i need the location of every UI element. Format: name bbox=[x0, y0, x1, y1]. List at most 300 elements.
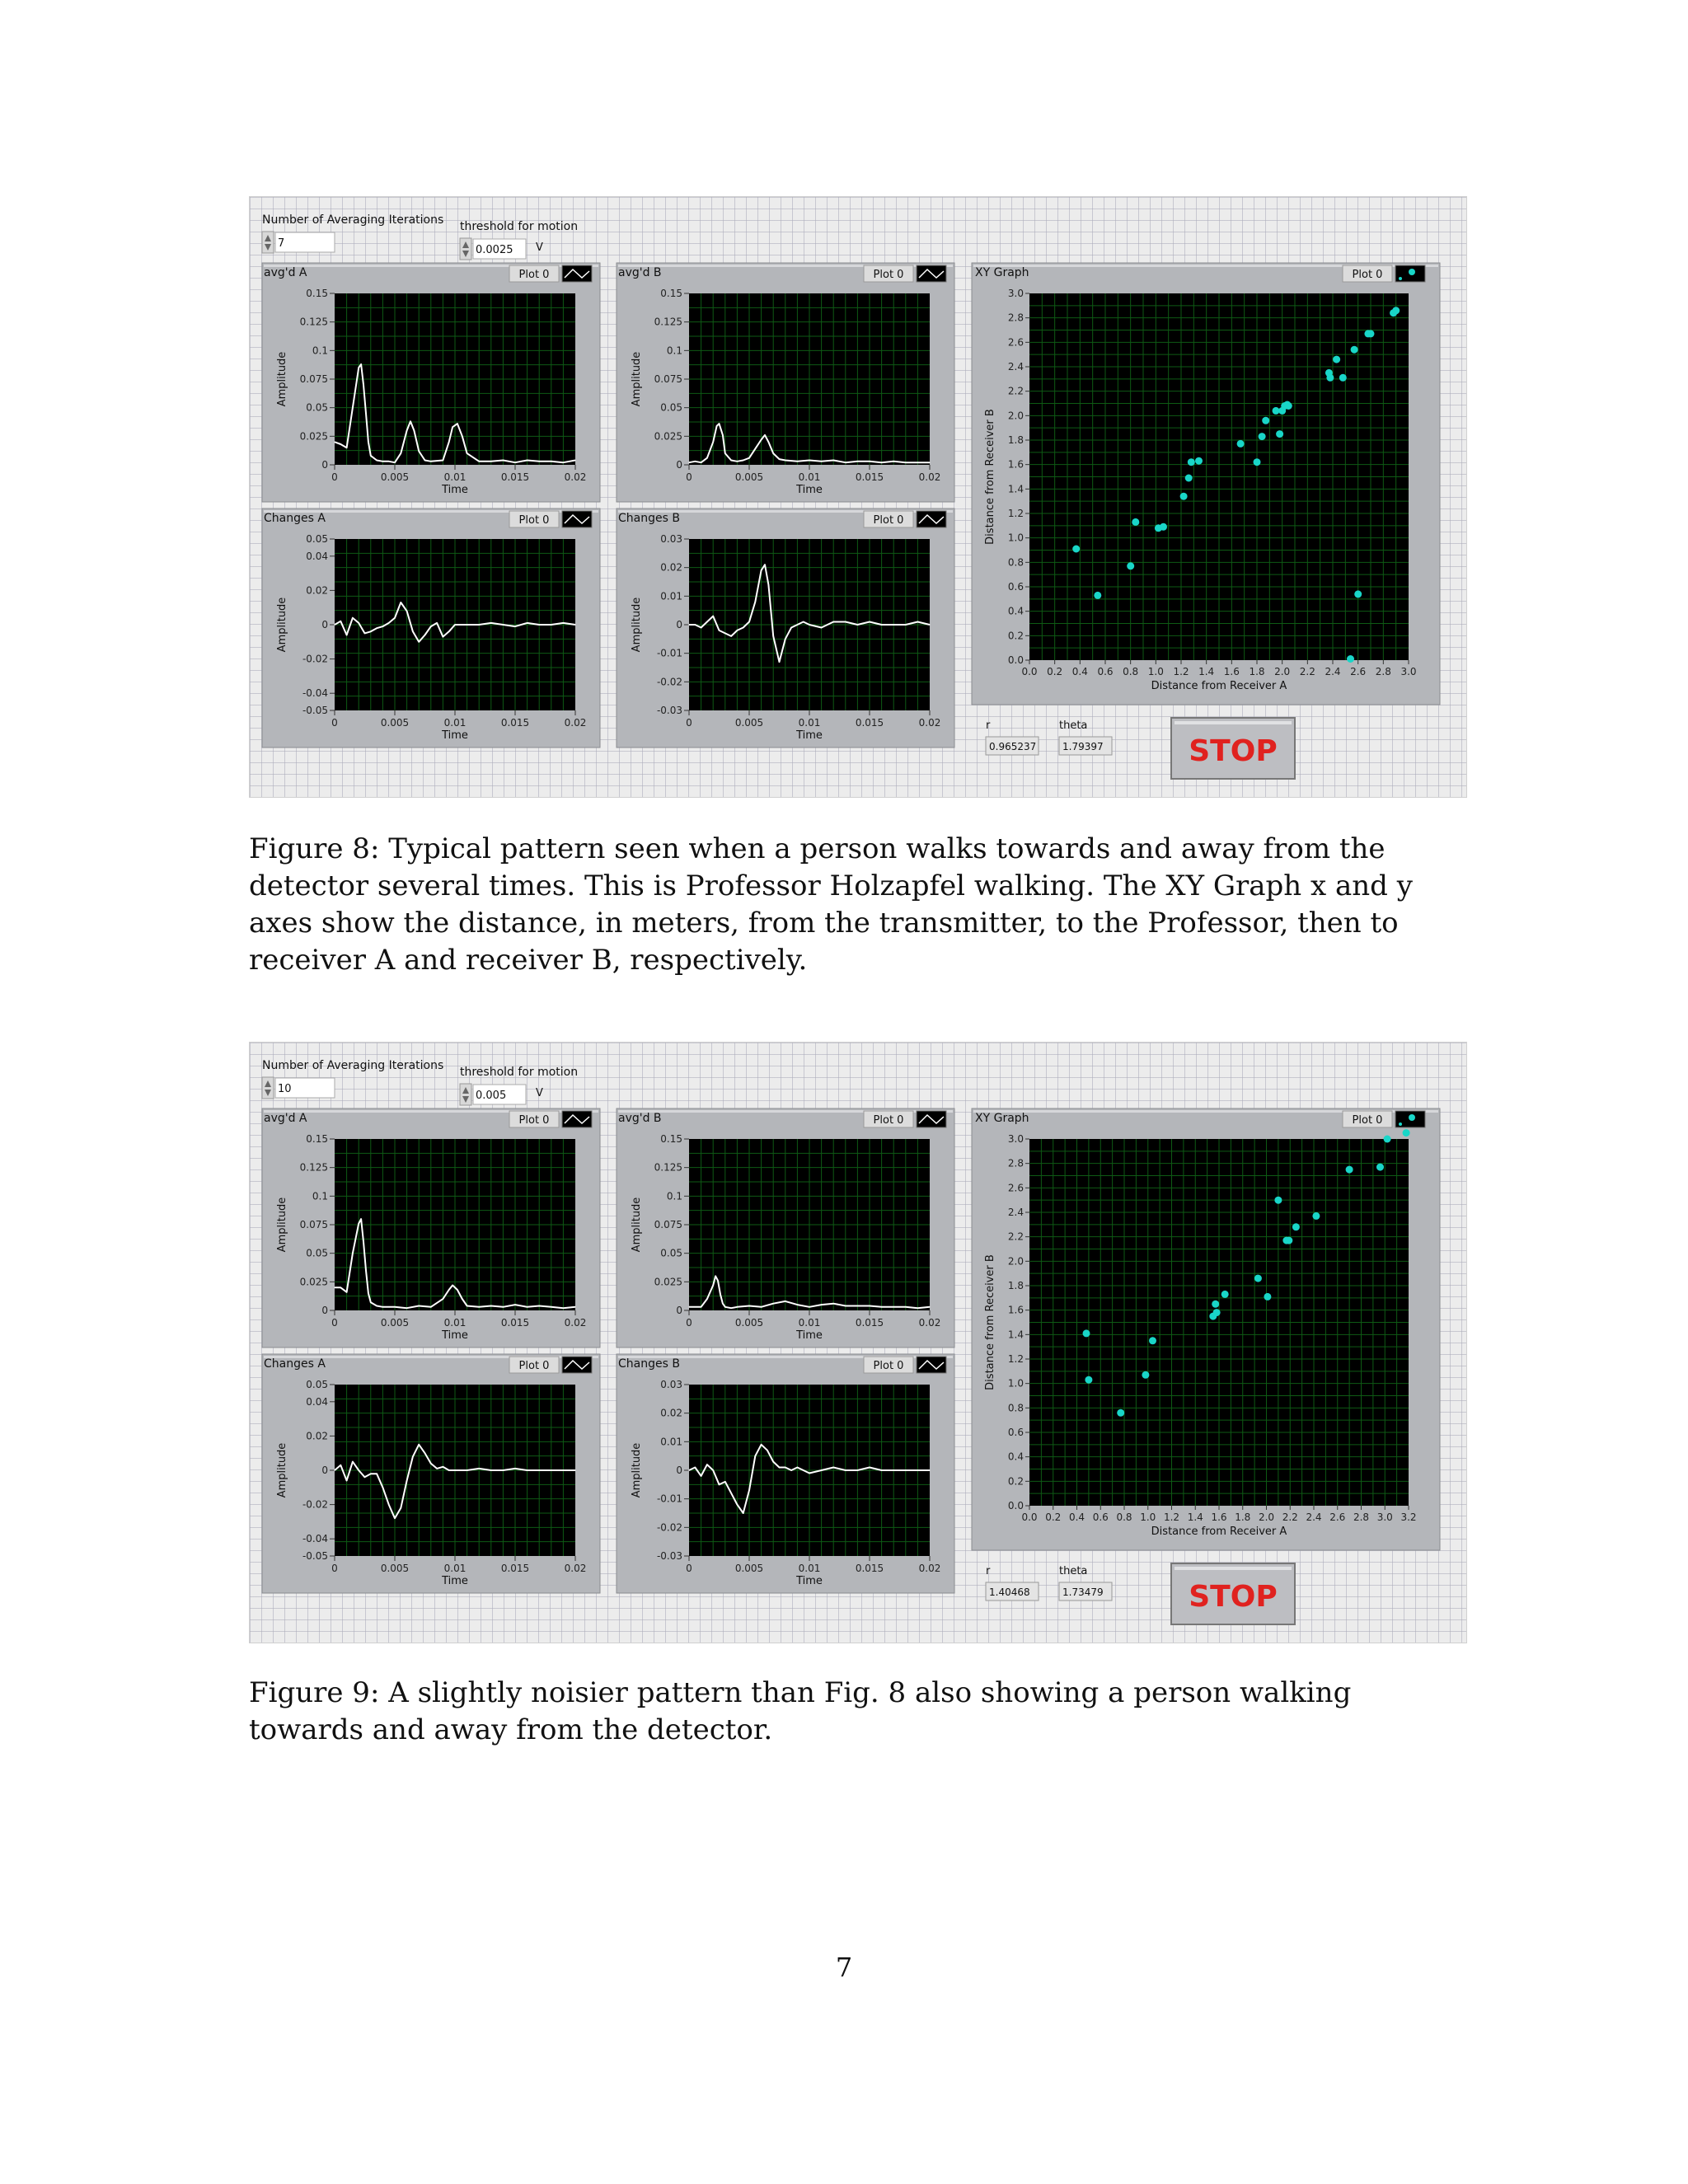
plot-legend-label: Plot 0 bbox=[1352, 269, 1383, 281]
stop-button-label: STOP bbox=[1189, 1580, 1278, 1614]
threshold-motion-label: threshold for motion bbox=[460, 1066, 579, 1079]
y-tick-label: 2.2 bbox=[1007, 1230, 1024, 1243]
x-tick-label: 0.005 bbox=[380, 1563, 410, 1574]
trace-sample-point bbox=[479, 1468, 480, 1469]
avgd-b-title: avg'd B bbox=[618, 266, 662, 279]
trace-sample-point bbox=[905, 624, 906, 625]
trace-sample-point bbox=[448, 1289, 449, 1290]
trace-sample-point bbox=[365, 1270, 366, 1271]
x-tick-label: 0 bbox=[331, 471, 338, 483]
x-tick-label: 0.01 bbox=[798, 1317, 821, 1329]
scatter-point bbox=[1117, 1409, 1124, 1417]
trace-sample-point bbox=[748, 1305, 749, 1306]
trace-sample-point bbox=[503, 1306, 504, 1307]
trace-sample-point bbox=[382, 626, 383, 627]
y-tick-label: 1.4 bbox=[1007, 1329, 1024, 1341]
trace-sample-point bbox=[773, 635, 774, 636]
x-tick-label: 0.005 bbox=[734, 1563, 764, 1574]
x-tick-label: 0 bbox=[331, 717, 338, 729]
y-tick-label: 0 bbox=[676, 459, 682, 471]
y-tick-label: 1.4 bbox=[1007, 483, 1024, 495]
y-tick-label: 0.1 bbox=[312, 344, 328, 357]
trace-sample-point bbox=[731, 1308, 732, 1309]
averaging-iterations-value: 10 bbox=[278, 1083, 292, 1095]
plot-legend-label: Plot 0 bbox=[873, 269, 904, 281]
trace-sample-point bbox=[713, 442, 714, 443]
x-tick-label: 0.005 bbox=[734, 1317, 764, 1329]
x-tick-label: 0.2 bbox=[1047, 666, 1063, 677]
trace-sample-point bbox=[394, 617, 395, 618]
y-tick-label: 0.1 bbox=[666, 1190, 682, 1202]
x-axis-label: Time bbox=[442, 1575, 468, 1587]
trace-sample-point bbox=[881, 462, 882, 463]
y-tick-label: -0.02 bbox=[656, 676, 682, 688]
y-tick-label: 0 bbox=[676, 1465, 682, 1476]
x-tick-label: 1.0 bbox=[1140, 1511, 1156, 1523]
y-tick-label: 0 bbox=[676, 1305, 682, 1316]
trace-sample-point bbox=[340, 1287, 341, 1288]
trace-sample-point bbox=[917, 462, 918, 463]
trace-sample-point bbox=[479, 624, 480, 625]
avgd-a-title: avg'd A bbox=[264, 1112, 307, 1125]
xy-graph-title: XY Graph bbox=[975, 1112, 1029, 1125]
legend-dot bbox=[1409, 269, 1415, 275]
threshold-motion-unit: V bbox=[536, 241, 543, 254]
scatter-point bbox=[1384, 1136, 1391, 1143]
trace-sample-point bbox=[833, 1467, 834, 1468]
trace-sample-point bbox=[929, 462, 930, 463]
trace-sample-point bbox=[382, 461, 383, 462]
trace-sample-point bbox=[881, 1469, 882, 1470]
trace-sample-point bbox=[722, 434, 723, 435]
scatter-point bbox=[1367, 330, 1375, 337]
trace-sample-point bbox=[514, 626, 515, 627]
y-tick-label: 0.05 bbox=[306, 533, 328, 545]
x-tick-label: 0.005 bbox=[734, 471, 764, 483]
trace-sample-point bbox=[845, 462, 846, 463]
r-readout-value: 0.965237 bbox=[989, 741, 1037, 752]
y-tick-label: -0.04 bbox=[302, 687, 328, 700]
trace-sample-point bbox=[706, 457, 707, 458]
trace-sample-point bbox=[452, 427, 453, 428]
trace-sample-point bbox=[437, 1468, 438, 1469]
legend-dot bbox=[1409, 1114, 1415, 1121]
y-axis-label: Amplitude bbox=[276, 1442, 288, 1498]
y-axis-label: Amplitude bbox=[631, 1442, 643, 1498]
trace-sample-point bbox=[514, 1468, 515, 1469]
trace-sample-point bbox=[724, 1481, 725, 1482]
x-tick-label: 0.01 bbox=[443, 1317, 467, 1329]
x-tick-label: 0.005 bbox=[380, 717, 410, 729]
y-tick-label: 2.4 bbox=[1007, 361, 1024, 373]
plot-legend-label: Plot 0 bbox=[518, 514, 550, 527]
y-tick-label: 0.05 bbox=[306, 401, 328, 414]
x-tick-label: 1.6 bbox=[1223, 666, 1240, 677]
y-tick-label: -0.05 bbox=[302, 1550, 328, 1562]
y-tick-label: 0.8 bbox=[1007, 556, 1024, 569]
x-tick-label: 0.01 bbox=[798, 1563, 821, 1574]
trace-sample-point bbox=[833, 621, 834, 622]
y-tick-label: -0.02 bbox=[302, 1498, 328, 1511]
xy-graph-title: XY Graph bbox=[975, 266, 1029, 279]
x-tick-label: 0.02 bbox=[918, 1563, 941, 1574]
scatter-point bbox=[1142, 1371, 1149, 1379]
y-tick-label: 0.6 bbox=[1007, 1427, 1024, 1438]
y-tick-label: 0.025 bbox=[299, 1276, 328, 1288]
scatter-point bbox=[1195, 457, 1203, 465]
x-tick-label: 0.015 bbox=[855, 717, 884, 729]
trace-sample-point bbox=[821, 627, 822, 628]
trace-sample-point bbox=[503, 624, 504, 625]
y-tick-label: 0.8 bbox=[1007, 1402, 1024, 1414]
trace-sample-point bbox=[514, 462, 515, 463]
trace-sample-point bbox=[419, 451, 420, 452]
trace-sample-point bbox=[731, 460, 732, 461]
x-tick-label: 0.01 bbox=[798, 471, 821, 483]
x-tick-label: 1.4 bbox=[1187, 1511, 1203, 1523]
trace-sample-point bbox=[893, 461, 894, 462]
y-tick-label: 0 bbox=[321, 1305, 328, 1316]
trace-sample-point bbox=[334, 442, 335, 443]
trace-sample-point bbox=[929, 1469, 930, 1470]
y-tick-label: 0.0 bbox=[1007, 654, 1024, 666]
trace-sample-point bbox=[394, 1306, 395, 1307]
trace-sample-point bbox=[334, 1287, 335, 1288]
y-tick-label: 0.04 bbox=[306, 550, 328, 562]
trace-sample-point bbox=[370, 1302, 371, 1303]
trace-sample-point bbox=[539, 1469, 540, 1470]
x-axis-label: Time bbox=[442, 729, 468, 742]
trace-sample-point bbox=[755, 1455, 756, 1456]
x-tick-label: 0.2 bbox=[1045, 1511, 1062, 1523]
trace-sample-point bbox=[716, 425, 717, 426]
x-tick-label: 0.015 bbox=[500, 717, 530, 729]
trace-sample-point bbox=[454, 624, 455, 625]
scatter-point bbox=[1333, 356, 1340, 363]
theta-readout-value: 1.79397 bbox=[1062, 741, 1104, 752]
x-tick-label: 2.4 bbox=[1306, 1511, 1322, 1523]
trace-sample-point bbox=[731, 635, 732, 636]
trace-sample-point bbox=[388, 461, 389, 462]
trace-sample-point bbox=[394, 462, 395, 463]
y-tick-label: -0.04 bbox=[302, 1533, 328, 1545]
scatter-point bbox=[1326, 374, 1334, 382]
figure-8-panel bbox=[249, 196, 1467, 798]
changes-b-title: Changes B bbox=[618, 512, 680, 525]
trace-sample-point bbox=[452, 1285, 453, 1286]
y-tick-label: 0.125 bbox=[299, 1161, 328, 1174]
x-tick-label: 0.02 bbox=[564, 471, 587, 483]
y-tick-label: 0.2 bbox=[1007, 630, 1024, 642]
plot-legend-label: Plot 0 bbox=[873, 1114, 904, 1127]
trace-sample-point bbox=[797, 461, 798, 462]
trace-sample-point bbox=[821, 461, 822, 462]
trace-sample-point bbox=[563, 1308, 564, 1309]
trace-sample-point bbox=[382, 1306, 383, 1307]
y-tick-label: 0.075 bbox=[654, 373, 682, 385]
trace-sample-point bbox=[803, 621, 804, 622]
trace-sample-point bbox=[382, 1487, 383, 1488]
trace-sample-point bbox=[346, 1291, 347, 1292]
scatter-point bbox=[1188, 458, 1195, 466]
x-tick-label: 0.015 bbox=[500, 1563, 530, 1574]
figure-8-caption: Figure 8: Typical pattern seen when a person walks towards and away from the detector several times. This is Professor Holzapfel walking. The XY Graph x and y axes show the distance, in meters, from the transmitter, to the Professor, then to receiver A and receiver B, respectively. bbox=[249, 832, 1413, 977]
trace-sample-point bbox=[346, 1480, 347, 1481]
x-tick-label: 0 bbox=[686, 471, 692, 483]
y-tick-label: 2.2 bbox=[1007, 385, 1024, 397]
trace-sample-point bbox=[917, 1308, 918, 1309]
x-tick-label: 1.2 bbox=[1163, 1511, 1180, 1523]
y-axis-label: Distance from Receiver B bbox=[984, 409, 996, 545]
trace-sample-point bbox=[737, 1504, 738, 1505]
y-tick-label: 2.6 bbox=[1007, 1182, 1024, 1194]
scatter-point bbox=[1213, 1309, 1221, 1316]
y-tick-label: -0.02 bbox=[302, 653, 328, 665]
trace-sample-point bbox=[869, 461, 870, 462]
x-tick-label: 0.005 bbox=[734, 717, 764, 729]
x-tick-label: 0 bbox=[686, 1563, 692, 1574]
trace-sample-point bbox=[724, 453, 725, 454]
y-tick-label: 0.075 bbox=[654, 1219, 682, 1230]
trace-sample-point bbox=[748, 621, 749, 622]
y-tick-label: 0.125 bbox=[299, 316, 328, 328]
trace-sample-point bbox=[688, 624, 689, 625]
scatter-point bbox=[1312, 1212, 1320, 1220]
trace-sample-point bbox=[352, 407, 353, 408]
trace-sample-point bbox=[334, 624, 335, 625]
figure-9-labview-front-panel bbox=[250, 1043, 1466, 1643]
x-tick-label: 0.6 bbox=[1097, 666, 1114, 677]
trace-sample-point bbox=[715, 1276, 716, 1277]
trace-sample-point bbox=[773, 1461, 774, 1462]
trace-sample-point bbox=[448, 1469, 449, 1470]
x-tick-label: 2.8 bbox=[1375, 666, 1391, 677]
x-tick-label: 3.0 bbox=[1400, 666, 1417, 677]
trace-sample-point bbox=[791, 1469, 792, 1470]
x-tick-label: 0.015 bbox=[500, 471, 530, 483]
trace-sample-point bbox=[797, 624, 798, 625]
y-tick-label: 0.05 bbox=[660, 1247, 682, 1259]
trace-sample-point bbox=[761, 439, 762, 440]
trace-sample-point bbox=[905, 1469, 906, 1470]
scatter-point bbox=[1392, 307, 1400, 314]
trace-sample-point bbox=[479, 1306, 480, 1307]
avgd-a-title: avg'd A bbox=[264, 266, 307, 279]
y-axis-label: Amplitude bbox=[631, 1197, 643, 1253]
scatter-point bbox=[1274, 1197, 1282, 1204]
x-tick-label: 0.0 bbox=[1021, 1511, 1038, 1523]
x-axis-label: Time bbox=[442, 484, 468, 496]
trace-sample-point bbox=[574, 460, 575, 461]
scatter-point bbox=[1221, 1291, 1229, 1298]
trace-sample-point bbox=[905, 1306, 906, 1307]
trace-sample-point bbox=[748, 457, 749, 458]
scatter-point bbox=[1346, 1166, 1353, 1174]
trace-sample-point bbox=[479, 461, 480, 462]
x-axis-label: Time bbox=[796, 729, 823, 742]
x-tick-label: 2.6 bbox=[1329, 1511, 1346, 1523]
trace-sample-point bbox=[539, 461, 540, 462]
trace-sample-point bbox=[406, 611, 407, 612]
y-tick-label: 0.03 bbox=[660, 1379, 682, 1390]
trace-sample-point bbox=[722, 1303, 723, 1304]
trace-sample-point bbox=[724, 633, 725, 634]
trace-sample-point bbox=[833, 1303, 834, 1304]
trace-sample-point bbox=[706, 1299, 707, 1300]
plot-legend-label: Plot 0 bbox=[518, 1114, 550, 1127]
trace-sample-point bbox=[419, 641, 420, 642]
y-tick-label: 0.4 bbox=[1007, 605, 1024, 617]
trace-sample-point bbox=[737, 461, 738, 462]
trace-sample-point bbox=[768, 442, 769, 443]
y-tick-label: 0.01 bbox=[660, 590, 682, 602]
trace-sample-point bbox=[364, 633, 365, 634]
trace-sample-point bbox=[490, 1469, 491, 1470]
trace-sample-point bbox=[893, 1306, 894, 1307]
x-tick-label: 0.015 bbox=[855, 471, 884, 483]
y-axis-label: Distance from Receiver B bbox=[984, 1254, 996, 1390]
avgd-b-title: avg'd B bbox=[618, 1112, 662, 1125]
x-tick-label: 1.2 bbox=[1173, 666, 1189, 677]
trace-sample-point bbox=[563, 1469, 564, 1470]
scatter-point bbox=[1185, 475, 1193, 482]
y-tick-label: 1.2 bbox=[1007, 508, 1024, 519]
y-tick-label: 2.4 bbox=[1007, 1207, 1024, 1218]
averaging-iterations-label: Number of Averaging Iterations bbox=[262, 213, 444, 227]
y-tick-label: 0.125 bbox=[654, 1161, 682, 1174]
trace-sample-point bbox=[406, 1308, 407, 1309]
trace-sample-point bbox=[406, 430, 407, 431]
y-tick-label: 0.04 bbox=[306, 1395, 328, 1408]
x-tick-label: 0.8 bbox=[1123, 666, 1139, 677]
r-readout-value: 1.40468 bbox=[989, 1586, 1030, 1598]
scatter-point bbox=[1276, 430, 1283, 438]
scatter-point bbox=[1347, 655, 1354, 663]
y-tick-label: 0.025 bbox=[299, 430, 328, 443]
trace-sample-point bbox=[412, 631, 413, 632]
trace-sample-point bbox=[334, 1469, 335, 1470]
trace-sample-point bbox=[414, 430, 415, 431]
x-tick-label: 0.02 bbox=[564, 717, 587, 729]
trace-sample-point bbox=[340, 443, 341, 444]
page-number: 7 bbox=[835, 1952, 853, 1983]
x-tick-label: 2.2 bbox=[1282, 1511, 1298, 1523]
x-tick-label: 0 bbox=[686, 717, 692, 729]
x-axis-label: Time bbox=[796, 1329, 823, 1342]
trace-sample-point bbox=[424, 1453, 425, 1454]
trace-sample-point bbox=[748, 1490, 749, 1491]
x-tick-label: 2.6 bbox=[1350, 666, 1367, 677]
trace-sample-point bbox=[695, 1306, 696, 1307]
y-tick-label: 2.0 bbox=[1007, 410, 1024, 422]
trace-sample-point bbox=[857, 1305, 858, 1306]
y-tick-label: -0.03 bbox=[656, 705, 682, 716]
changes-b-title: Changes B bbox=[618, 1357, 680, 1371]
x-tick-label: 0.01 bbox=[443, 471, 467, 483]
scatter-point bbox=[1264, 1293, 1271, 1301]
trace-sample-point bbox=[773, 453, 774, 454]
y-tick-label: -0.01 bbox=[656, 647, 682, 659]
trace-sample-point bbox=[737, 1306, 738, 1307]
y-tick-label: 0.02 bbox=[660, 561, 682, 574]
y-tick-label: -0.02 bbox=[656, 1521, 682, 1534]
y-tick-label: 0 bbox=[321, 459, 328, 471]
trace-sample-point bbox=[869, 621, 870, 622]
y-tick-label: 1.6 bbox=[1007, 458, 1024, 471]
y-tick-label: 1.8 bbox=[1007, 1280, 1024, 1291]
trace-sample-point bbox=[563, 462, 564, 463]
theta-readout-label: theta bbox=[1059, 719, 1088, 732]
y-tick-label: -0.05 bbox=[302, 705, 328, 716]
y-tick-label: 3.0 bbox=[1007, 288, 1024, 299]
trace-sample-point bbox=[448, 631, 449, 632]
x-tick-label: 1.8 bbox=[1249, 666, 1265, 677]
trace-sample-point bbox=[412, 1456, 413, 1457]
trace-sample-point bbox=[893, 1469, 894, 1470]
trace-sample-point bbox=[419, 1444, 420, 1445]
x-tick-label: 2.4 bbox=[1325, 666, 1341, 677]
scatter-point bbox=[1085, 1376, 1092, 1384]
x-tick-label: 0.02 bbox=[918, 471, 941, 483]
y-tick-label: 2.8 bbox=[1007, 1157, 1024, 1169]
trace-sample-point bbox=[857, 461, 858, 462]
y-tick-label: 2.0 bbox=[1007, 1255, 1024, 1268]
trace-sample-point bbox=[370, 455, 371, 456]
y-tick-label: 0.02 bbox=[660, 1407, 682, 1419]
y-tick-label: 0.02 bbox=[306, 1430, 328, 1442]
y-tick-label: 0.05 bbox=[660, 401, 682, 414]
trace-sample-point bbox=[574, 1306, 575, 1307]
y-tick-label: 0.15 bbox=[660, 288, 682, 299]
x-tick-label: 0.01 bbox=[798, 717, 821, 729]
trace-sample-point bbox=[779, 459, 780, 460]
x-tick-label: 1.6 bbox=[1211, 1511, 1227, 1523]
scatter-point bbox=[1237, 440, 1245, 448]
y-axis-label: Amplitude bbox=[276, 1197, 288, 1253]
trace-sample-point bbox=[779, 662, 780, 663]
trace-sample-point bbox=[929, 624, 930, 625]
trace-sample-point bbox=[797, 1467, 798, 1468]
scatter-point bbox=[1376, 1164, 1384, 1171]
y-tick-label: 0.1 bbox=[666, 344, 682, 357]
x-tick-label: 0.02 bbox=[918, 1317, 941, 1329]
y-axis-label: Amplitude bbox=[631, 597, 643, 653]
stop-button-bevel bbox=[1175, 721, 1292, 724]
trace-sample-point bbox=[869, 1305, 870, 1306]
x-tick-label: 1.8 bbox=[1235, 1511, 1251, 1523]
trace-sample-point bbox=[563, 622, 564, 623]
trace-sample-point bbox=[917, 1469, 918, 1470]
trace-sample-point bbox=[388, 1504, 389, 1505]
scatter-point bbox=[1259, 433, 1266, 440]
trace-sample-point bbox=[695, 624, 696, 625]
trace-sample-point bbox=[527, 622, 528, 623]
trace-sample-point bbox=[764, 434, 765, 435]
trace-sample-point bbox=[761, 570, 762, 571]
stop-button-bevel bbox=[1175, 1567, 1292, 1570]
trace-sample-point bbox=[688, 1469, 689, 1470]
trace-sample-point bbox=[845, 1469, 846, 1470]
trace-sample-point bbox=[761, 1306, 762, 1307]
x-tick-label: 0.4 bbox=[1068, 1511, 1085, 1523]
scatter-point bbox=[1339, 374, 1347, 382]
trace-sample-point bbox=[527, 1469, 528, 1470]
scatter-point bbox=[1273, 407, 1280, 415]
x-tick-label: 0.4 bbox=[1071, 666, 1088, 677]
x-tick-label: 2.0 bbox=[1274, 666, 1291, 677]
trace-sample-point bbox=[406, 1480, 407, 1481]
trace-sample-point bbox=[713, 1469, 714, 1470]
